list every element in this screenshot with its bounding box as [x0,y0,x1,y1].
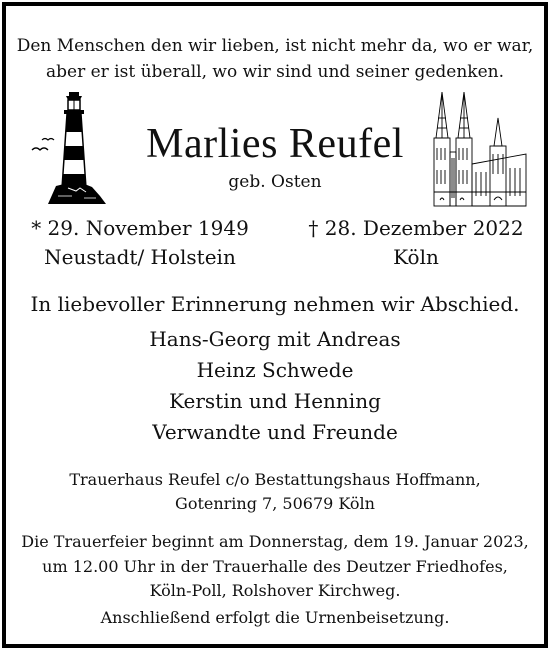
death-date: † 28. Dezember 2022 [308,216,524,240]
mourner-name: Heinz Schwede [196,358,354,382]
birth-date: * 29. November 1949 [31,216,249,240]
birth-place: Neustadt/ Holstein [44,245,236,269]
death-info [296,214,536,272]
death-place: Köln [393,245,439,269]
mourner-name: Kerstin und Henning [169,389,381,413]
mourner-name: Hans-Georg mit Andreas [149,327,401,351]
intro-quote-line-2: aber er ist überall, wo wir sind und seiner gedenken. [45,62,505,82]
farewell-text: In liebevoller Erinnerung nehmen wir Abschied. [30,292,520,316]
ceremony-line-2: um 12.00 Uhr in der Trauerhalle des Deutzer Friedhofes, [42,557,508,576]
address-line-1: Trauerhaus Reufel c/o Bestattungshaus Hoffmann, [69,470,481,489]
ceremony-line-1: Die Trauerfeier beginnt am Donnerstag, dem 19. Januar 2023, [21,532,529,551]
birth-info [20,214,260,272]
mourner-name: Verwandte und Freunde [152,420,398,444]
obituary-notice [2,2,548,648]
intro-quote-line-1: Den Menschen den wir lieben, ist nicht mehr da, wo er war, [16,36,534,56]
ceremony-line-3: Köln-Poll, Rolshover Kirchweg. [149,581,401,600]
address-line-2: Gotenring 7, 50679 Köln [175,494,375,513]
maiden-name: geb. Osten [228,172,322,192]
deceased-name: Marlies Reufel [146,121,404,167]
urn-burial-note: Anschließend erfolgt die Urnenbeisetzung. [100,608,450,627]
